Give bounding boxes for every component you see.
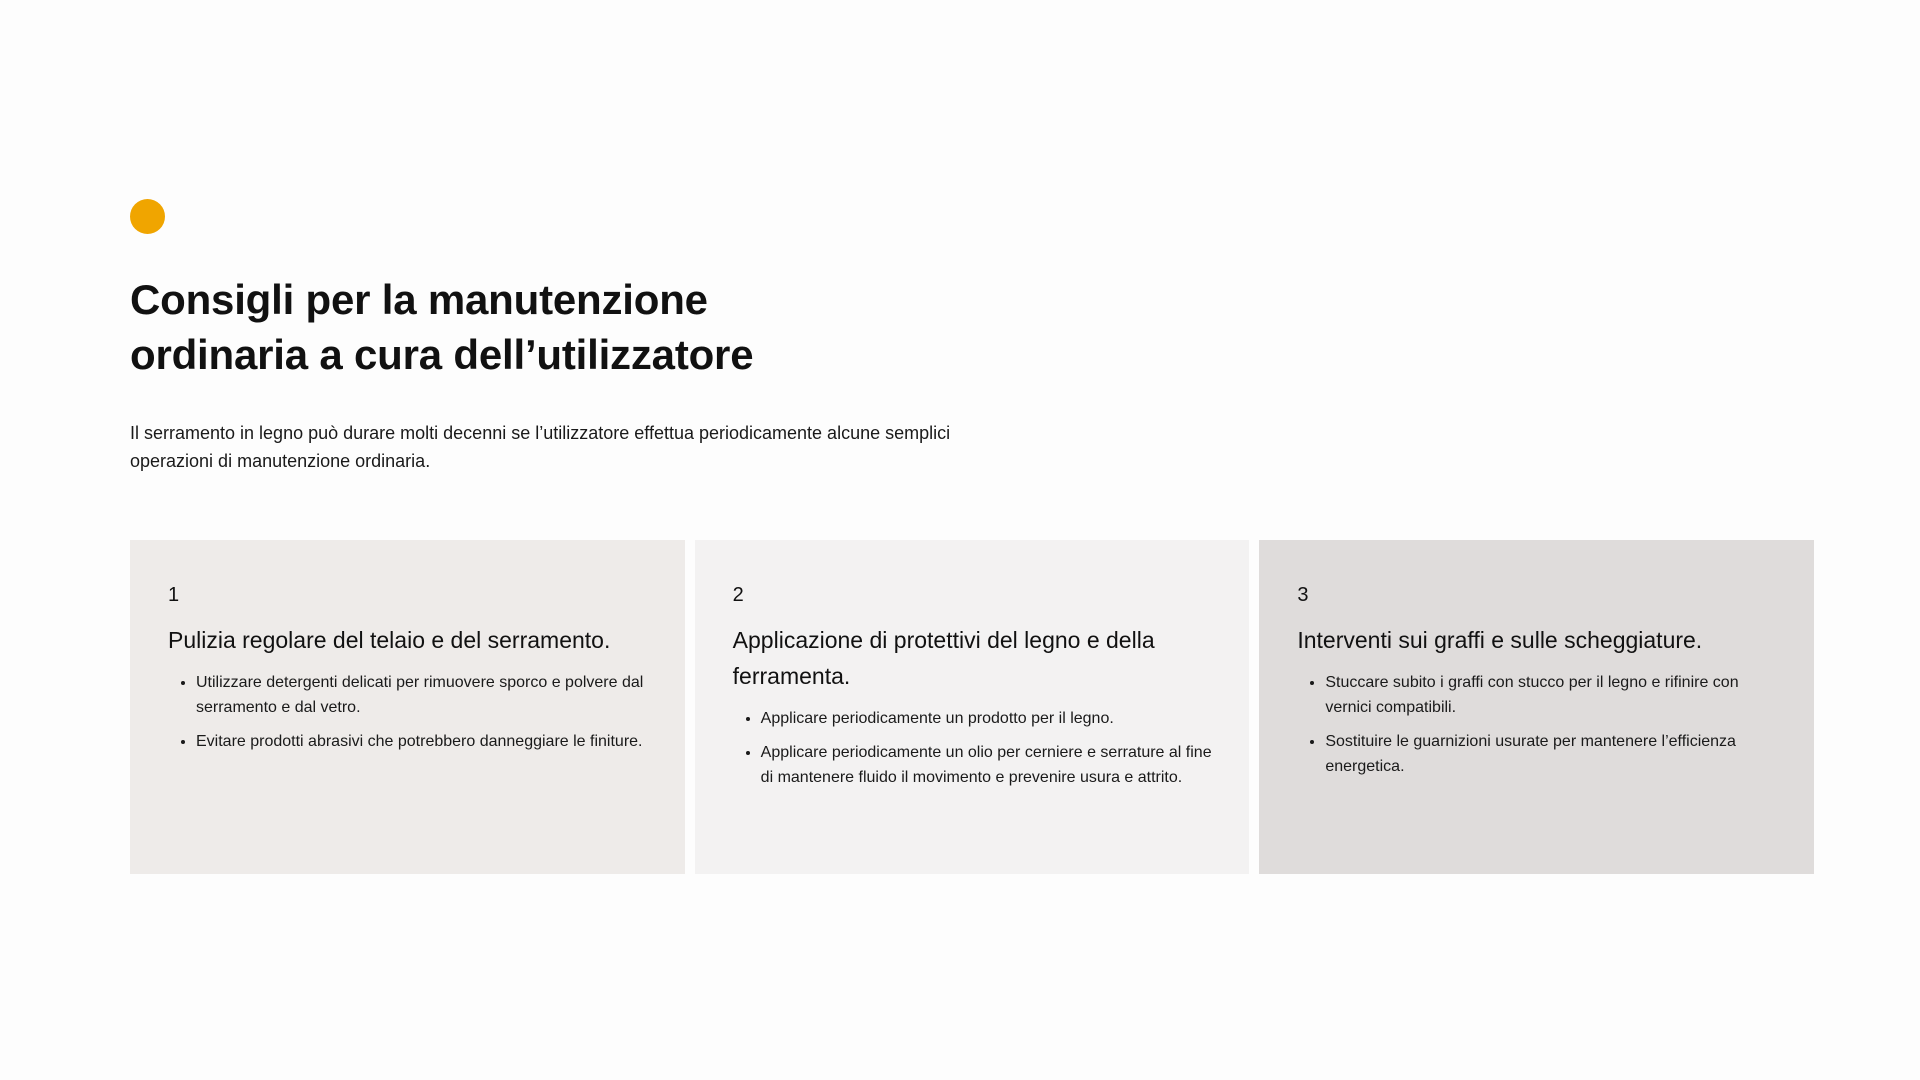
card-bullet-list (168, 670, 649, 754)
page-title (130, 272, 753, 382)
card-number: 2 (732, 584, 744, 606)
card-title: Pulizia regolare del telaio e del serramento. (168, 627, 611, 653)
list-item: • Utilizzare detergenti delicati per rimuovere sporco e polvere dal serramento e dal vetro. (196, 670, 649, 720)
intro-line: Il serramento in legno può durare molti decenni se l’utilizzatore effettua periodicamente alcune semplici (130, 423, 951, 443)
card-bullet-list (1297, 670, 1778, 779)
list-item: • Applicare periodicamente un prodotto per il legno. (761, 706, 1214, 731)
list-item: • Applicare periodicamente un olio per cerniere e serrature al fine di mantenere fluido il movimento e prevenire usura e attrito. (761, 740, 1214, 790)
page-title-line: ordinaria a cura dell’utilizzatore (130, 331, 754, 378)
tip-card-1 (130, 540, 685, 874)
card-number: 3 (1297, 584, 1309, 606)
intro-paragraph (130, 419, 950, 475)
card-number: 1 (168, 584, 180, 606)
intro-line: operazioni di manutenzione ordinaria. (130, 451, 431, 471)
card-title: Applicazione di protettivi del legno e della ferramenta. (732, 627, 1155, 689)
tip-card-2 (695, 540, 1250, 874)
page-title-line: Consigli per la manutenzione (130, 276, 708, 323)
accent-dot-icon (130, 199, 165, 234)
list-item: • Stuccare subito i graffi con stucco per il legno e rifinire con vernici compatibili. (1325, 670, 1778, 720)
card-title: Interventi sui graffi e sulle scheggiature. (1297, 627, 1703, 653)
tips-cards (130, 540, 1814, 874)
tip-card-3 (1259, 540, 1814, 874)
list-item: • Evitare prodotti abrasivi che potrebbero danneggiare le finiture. (196, 729, 649, 754)
list-item: • Sostituire le guarnizioni usurate per mantenere l’efficienza energetica. (1325, 729, 1778, 779)
card-bullet-list (733, 706, 1214, 790)
